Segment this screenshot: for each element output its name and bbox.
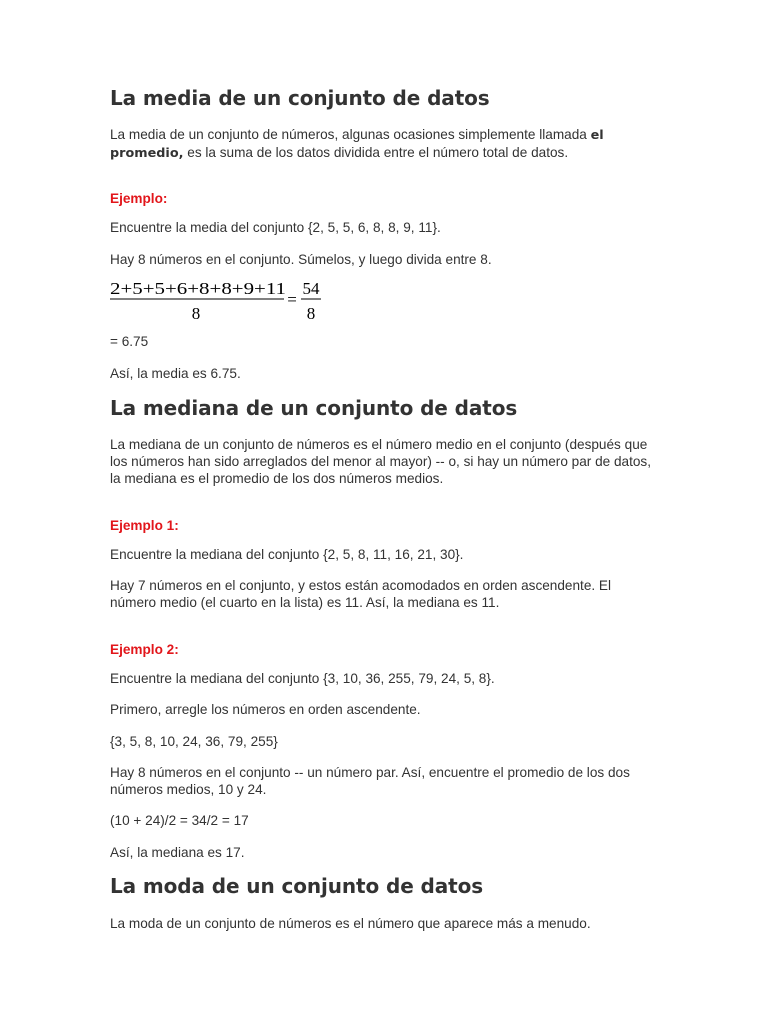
mean-count-line: Hay 8 números en el conjunto. Súmelos, y luego divida entre 8. [110, 252, 492, 267]
median-example2-label: Ejemplo 2: [110, 642, 179, 657]
mean-example-label: Ejemplo: [110, 191, 168, 206]
mean-equation [110, 276, 330, 324]
mean-result-line: = 6.75 [110, 334, 149, 349]
equation-numerator: 2+5+5+6+8+8+9+11 [110, 279, 286, 298]
mean-example-prompt: Encuentre la media del conjunto {2, 5, 5, 6, 8, 8, 9, 11}. [110, 220, 441, 235]
mean-intro-text-2: es la suma de los datos dividida entre el número total de datos. [183, 145, 569, 160]
mean-intro-paragraph [110, 126, 658, 162]
mean-conclusion: Así, la media es 6.75. [110, 366, 241, 381]
median-example2-calc: (10 + 24)/2 = 34/2 = 17 [110, 813, 249, 828]
median-example1-explanation: Hay 7 números en el conjunto, y estos están acomodados en orden ascendente. El número medio (el cuarto en la lista) es 11. Así, la mediana es 11. [110, 578, 612, 610]
heading-median: La mediana de un conjunto de datos [110, 396, 518, 420]
heading-mode: La moda de un conjunto de datos [110, 874, 484, 898]
median-example2-prompt: Encuentre la mediana del conjunto {3, 10, 36, 255, 79, 24, 5, 8}. [110, 671, 495, 686]
equation-denominator: 8 [191, 304, 201, 323]
equation-result-numerator: 54 [302, 279, 320, 298]
median-intro: La mediana de un conjunto de números es el número medio en el conjunto (después que los números han sido arreglados del menor al mayor) -- o, si hay un número par de datos, la mediana es el promedio de los dos números medios. [110, 437, 652, 486]
median-example2-step2: Hay 8 números en el conjunto -- un número par. Así, encuentre el promedio de los dos números medios, 10 y 24. [110, 765, 630, 797]
equation-result-denominator: 8 [306, 304, 316, 323]
median-example1-label: Ejemplo 1: [110, 518, 179, 533]
equation-equals-sign: = [287, 290, 297, 309]
median-example1-prompt: Encuentre la mediana del conjunto {2, 5, 8, 11, 16, 21, 30}. [110, 547, 464, 562]
mean-intro-bold: el promedio, [110, 128, 604, 161]
median-example2-step1: Primero, arregle los números en orden ascendente. [110, 702, 421, 717]
mode-intro: La moda de un conjunto de números es el número que aparece más a menudo. [110, 916, 591, 931]
median-example2-conclusion: Así, la mediana es 17. [110, 845, 245, 860]
mean-intro-text-1: La media de un conjunto de números, algunas ocasiones simplemente llamada [110, 127, 591, 142]
median-example2-sorted: {3, 5, 8, 10, 24, 36, 79, 255} [110, 734, 278, 749]
heading-mean: La media de un conjunto de datos [110, 86, 490, 110]
